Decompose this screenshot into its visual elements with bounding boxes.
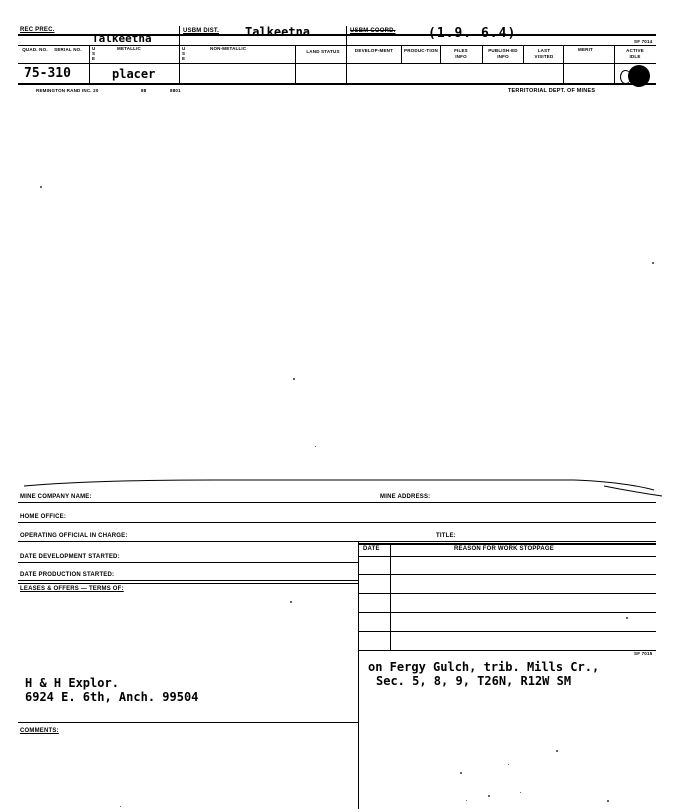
printer-note: REMINGTON RAND INC. 20 xyxy=(36,88,99,93)
date-column-header: DATE xyxy=(363,546,380,552)
stoppage-table-line xyxy=(358,650,656,651)
printer-code-2: 8801 xyxy=(170,88,181,93)
top-card-col-divider xyxy=(295,45,296,83)
card-edge xyxy=(14,476,664,502)
stoppage-table-line xyxy=(358,556,656,557)
mine-company-name-label: MINE COMPANY NAME: xyxy=(20,494,92,500)
location-line-2: Sec. 5, 8, 9, T26N, R12W SM xyxy=(376,674,572,688)
scan-speck xyxy=(40,186,42,188)
bottom-card-line xyxy=(358,543,656,545)
serial-no-label: SERIAL NO. xyxy=(54,47,82,52)
top-card-col-divider xyxy=(482,45,483,63)
top-card-col-divider xyxy=(346,26,347,83)
scan-speck xyxy=(290,601,292,603)
published-info-label: PUBLISH-ED INFO xyxy=(488,48,518,59)
usbm-coord-label: USBM COORD. xyxy=(350,28,396,34)
stoppage-table-line xyxy=(358,574,656,575)
top-card-col-divider xyxy=(563,45,564,83)
stoppage-table-line xyxy=(358,593,656,594)
quad-no-label: QUAD. NO. xyxy=(22,47,48,52)
scan-speck xyxy=(556,750,558,752)
mine-address-label: MINE ADDRESS: xyxy=(380,494,431,500)
scan-speck xyxy=(508,764,509,765)
stoppage-table-divider xyxy=(390,543,391,650)
comments-label: COMMENTS: xyxy=(20,728,59,734)
rec-prec-label: REC PREC. xyxy=(20,27,55,33)
top-card-col-divider xyxy=(89,45,90,83)
active-status-ring xyxy=(620,70,631,84)
bottom-card-line xyxy=(18,541,656,542)
usbm-dist-value: Talkeetna xyxy=(245,25,311,39)
quad-serial-value: 75-310 xyxy=(24,66,71,81)
bottom-card-line xyxy=(18,583,358,584)
printer-code-1: 88 xyxy=(141,88,147,93)
bottom-card-line xyxy=(18,502,656,503)
bottom-card-line xyxy=(18,722,358,723)
top-card-header-divider xyxy=(18,45,656,46)
owner-address: 6924 E. 6th, Anch. 99504 xyxy=(25,690,199,704)
scan-speck xyxy=(488,795,490,797)
nonmetallic-label: NON-METALLIC xyxy=(210,46,247,51)
stoppage-table-line xyxy=(358,631,656,632)
scan-speck xyxy=(520,792,521,793)
usbm-coord-value: (1.9. 6.4) xyxy=(428,26,517,41)
top-card-row-divider xyxy=(18,63,656,64)
production-label: PRODUC-TION xyxy=(404,48,438,53)
bottom-card-line xyxy=(18,562,358,563)
active-status-dot xyxy=(628,65,650,87)
scan-speck xyxy=(120,806,121,807)
development-label: DEVELOP-MENT xyxy=(354,48,394,53)
scan-speck xyxy=(315,446,316,447)
merit-label: MERIT xyxy=(578,47,593,52)
date-development-label: DATE DEVELOPMENT STARTED: xyxy=(20,554,120,560)
reason-column-header: REASON FOR WORK STOPPAGE xyxy=(454,546,554,552)
top-card-col-divider xyxy=(179,26,180,83)
use-label-nonmetallic: U S E xyxy=(182,46,186,61)
scan-speck xyxy=(652,262,654,264)
operating-official-label: OPERATING OFFICIAL IN CHARGE: xyxy=(20,533,128,539)
scan-speck xyxy=(607,800,609,802)
form-number-bottom: SF 7015 xyxy=(634,651,653,656)
top-card-col-divider xyxy=(614,45,615,83)
date-production-label: DATE PRODUCTION STARTED: xyxy=(20,572,115,578)
scan-speck xyxy=(460,772,462,774)
bottom-card-line xyxy=(18,522,656,523)
land-status-label: LAND STATUS xyxy=(306,49,340,54)
owner-name: H & H Explor. xyxy=(25,676,119,690)
metallic-label: METALLIC xyxy=(117,46,142,51)
home-office-label: HOME OFFICE: xyxy=(20,514,67,520)
top-card-col-divider xyxy=(401,45,402,63)
top-card-col-divider xyxy=(523,45,524,63)
bottom-card-divider xyxy=(358,541,359,809)
department-label: TERRITORIAL DEPT. OF MINES xyxy=(508,88,596,94)
usbm-dist-label: USBM DIST. xyxy=(183,28,220,34)
scan-speck xyxy=(466,800,467,801)
top-card-border-bottom xyxy=(18,83,656,85)
location-line-1: on Fergy Gulch, trib. Mills Cr., xyxy=(368,660,600,674)
scan-speck xyxy=(293,378,295,380)
last-visited-label: LAST VISITED xyxy=(534,48,554,59)
area-value: Talkeetna xyxy=(92,32,152,45)
files-info-label: FILES INFO xyxy=(454,48,468,59)
use-label-metallic: U S E xyxy=(92,46,96,61)
stoppage-table-line xyxy=(358,612,656,613)
bottom-card-line xyxy=(18,580,358,581)
form-number-top: SF 7014 xyxy=(634,39,653,44)
title-label: TITLE: xyxy=(436,533,456,539)
mine-type-value: placer xyxy=(112,67,156,81)
leases-label: LEASES & OFFERS — TERMS OF: xyxy=(20,586,124,592)
scan-speck xyxy=(626,617,628,619)
top-card-col-divider xyxy=(440,45,441,63)
active-idle-label: ACTIVE IDLE xyxy=(626,48,644,59)
